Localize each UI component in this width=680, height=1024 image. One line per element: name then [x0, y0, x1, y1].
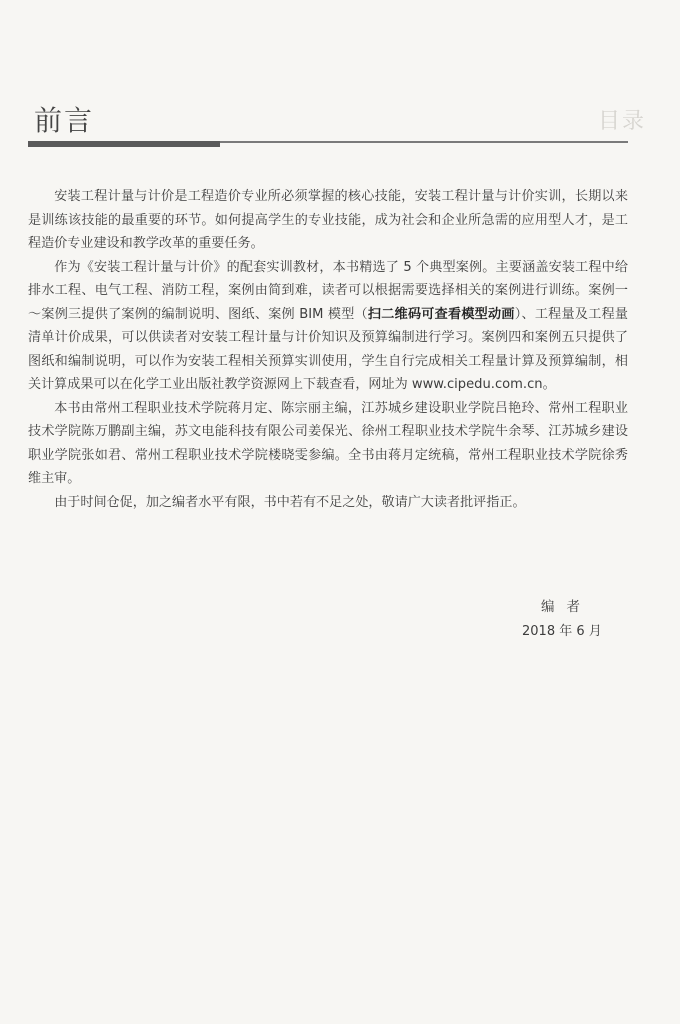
qr-code-note: 扫二维码可查看模型动画 [367, 306, 515, 322]
signature-editor: 编者 [541, 599, 592, 615]
paragraph-3: 本书由常州工程职业技术学院蒋月定、陈宗丽主编，江苏城乡建设职业学院吕艳玲、常州工程职业技术学院陈万鹏副主编，苏文电能科技有限公司姜保光、徐州工程职业技术学院牛余琴、江苏城乡建设职业学院张如君、常州工程职业技术学院楼晓雯参编。全书由蒋月定统稿，常州工程职业技术学院徐秀维主审。 [28, 400, 628, 486]
paragraph-2-part-2: ）、工程量及工程量清单计价成果，可以供读者对安装工程计量与计价知识及预算编制进行学习。案例四和案例五只提供了图纸和编制说明，可以作为安装工程相关预算实训使用，学生自行完成相关工程量计算及预算编制，相关计算成果可以在化学工业出版社教学资源网上下载查看，网址为 www.cipedu.com.cn。 [28, 306, 629, 392]
preface-body [28, 185, 628, 514]
page-title: 前言 [34, 104, 95, 137]
paragraph-1: 安装工程计量与计价是工程造价专业所必须掌握的核心技能，安装工程计量与计价实训，长期以来是训练该技能的最重要的环节。如何提高学生的专业技能，成为社会和企业所急需的应用型人才，是工程造价专业建设和教学改革的重要任务。 [28, 189, 628, 251]
paragraph-2 [28, 256, 628, 397]
paragraph-2-part-1: 作为《安装工程计量与计价》的配套实训教材，本书精选了 5 个典型案例。主要涵盖安装工程中给排水工程、电气工程、消防工程，案例由简到难，读者可以根据需要选择相关的案例进行训练。案例一～案例三提供了案例的编制说明、图纸、案例 BIM 模型（ [28, 259, 628, 322]
paragraph-4: 由于时间仓促，加之编者水平有限，书中若有不足之处，敬请广大读者批评指正。 [54, 494, 526, 510]
bleed-through-text: 目录 [598, 109, 647, 134]
title-rule-thick [28, 141, 220, 147]
signature-date: 2018 年 6 月 [522, 624, 602, 639]
